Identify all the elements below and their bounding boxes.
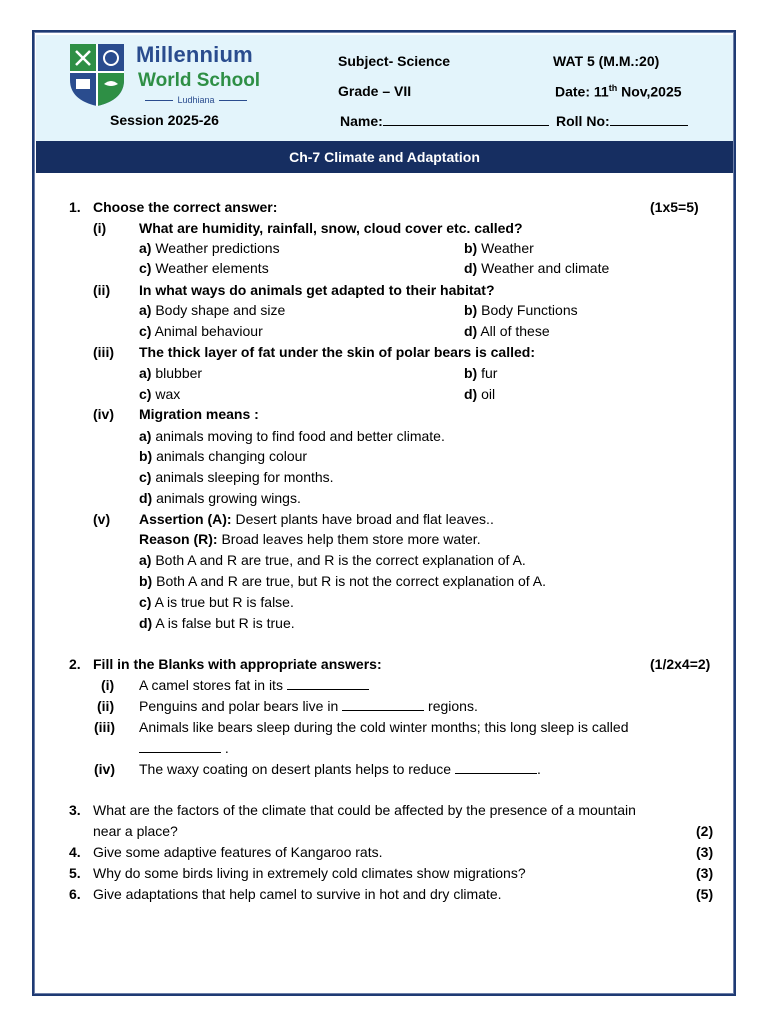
option: a) Both A and R are true, and R is the correct explanation of A. <box>139 552 526 568</box>
q1-item-number: (v) <box>93 511 111 527</box>
option: a) Body shape and size <box>139 302 286 318</box>
q1-item-question: Migration means : <box>139 406 259 422</box>
q1-item-number: (iii) <box>93 344 114 360</box>
q1-number: 1. <box>69 199 81 215</box>
question-number: 5. <box>69 865 81 881</box>
option: d) A is false but R is true. <box>139 615 295 631</box>
question-text: Give some adaptive features of Kangaroo rats. <box>93 844 383 860</box>
school-city: Ludhiana <box>136 95 256 105</box>
question-number: 4. <box>69 844 81 860</box>
subject-label: Subject- Science <box>338 53 451 69</box>
fill-blank: The waxy coating on desert plants helps to reduce . <box>139 761 541 777</box>
q2-item-number: (iii) <box>94 719 115 735</box>
option: d) Weather and climate <box>464 260 610 276</box>
q1-item-question: The thick layer of fat under the skin of polar bears is called: <box>139 344 535 360</box>
option: b) Body Functions <box>464 302 578 318</box>
school-name-line2: World School <box>138 70 261 91</box>
option: c) animals sleeping for months. <box>139 469 334 485</box>
option: c) wax <box>139 386 181 402</box>
question-number: 3. <box>69 802 81 818</box>
option: b) Both A and R are true, but R is not the correct explanation of A. <box>139 573 547 589</box>
question-text: What are the factors of the climate that could be affected by the presence of a mountain <box>93 802 636 818</box>
q2-number: 2. <box>69 656 81 672</box>
option: b) fur <box>464 365 498 381</box>
option: d) oil <box>464 386 496 402</box>
q2-marks: (1/2x4=2) <box>650 656 711 672</box>
q1-item-number: (ii) <box>93 282 111 298</box>
q2-heading: Fill in the Blanks with appropriate answers: <box>93 656 382 672</box>
school-name-line1: Millennium <box>136 42 253 67</box>
name-field: Name: <box>340 113 549 129</box>
option: a) animals moving to find food and better climate. <box>139 428 445 444</box>
fill-blank-continuation: . <box>139 740 229 756</box>
q2-item-number: (i) <box>101 677 115 693</box>
test-label: WAT 5 (M.M.:20) <box>553 53 660 69</box>
chapter-title: Ch-7 Climate and Adaptation <box>36 141 733 173</box>
reason: Reason (R): Broad leaves help them store more water. <box>139 531 481 547</box>
option: d) animals growing wings. <box>139 490 301 506</box>
question-marks: (2) <box>696 823 714 839</box>
date-label: Date: 11th Nov,2025 <box>555 83 682 100</box>
question-marks: (5) <box>696 886 714 902</box>
fill-blank: Animals like bears sleep during the cold winter months; this long sleep is called <box>139 719 629 735</box>
option: c) Weather elements <box>139 260 269 276</box>
question-marks: (3) <box>696 844 714 860</box>
question-marks: (3) <box>696 865 714 881</box>
option: b) animals changing colour <box>139 448 308 464</box>
option: c) Animal behaviour <box>139 323 263 339</box>
question-text: near a place? <box>93 823 178 839</box>
question-text: Why do some birds living in extremely cold climates show migrations? <box>93 865 526 881</box>
q2-item-number: (iv) <box>94 761 115 777</box>
assertion: Assertion (A): Desert plants have broad and flat leaves.. <box>139 511 494 527</box>
roll-number-field: Roll No: <box>556 113 688 129</box>
question-text: Give adaptations that help camel to survive in hot and dry climate. <box>93 886 502 902</box>
grade-label: Grade – VII <box>338 83 412 99</box>
option: c) A is true but R is false. <box>139 594 294 610</box>
option: d) All of these <box>464 323 550 339</box>
question-number: 6. <box>69 886 81 902</box>
q1-item-number: (iv) <box>93 406 114 422</box>
option: a) blubber <box>139 365 203 381</box>
option: a) Weather predictions <box>139 240 280 256</box>
q1-heading: Choose the correct answer: <box>93 199 278 215</box>
q2-item-number: (ii) <box>97 698 115 714</box>
school-logo-icon <box>68 42 126 108</box>
q1-marks: (1x5=5) <box>650 199 699 215</box>
q1-item-question: In what ways do animals get adapted to their habitat? <box>139 282 495 298</box>
session-label: Session 2025-26 <box>110 112 219 128</box>
q1-item-number: (i) <box>93 220 107 236</box>
q1-item-question: What are humidity, rainfall, snow, cloud cover etc. called? <box>139 220 523 236</box>
option: b) Weather <box>464 240 534 256</box>
fill-blank: Penguins and polar bears live in regions. <box>139 698 478 714</box>
fill-blank: A camel stores fat in its <box>139 677 369 693</box>
